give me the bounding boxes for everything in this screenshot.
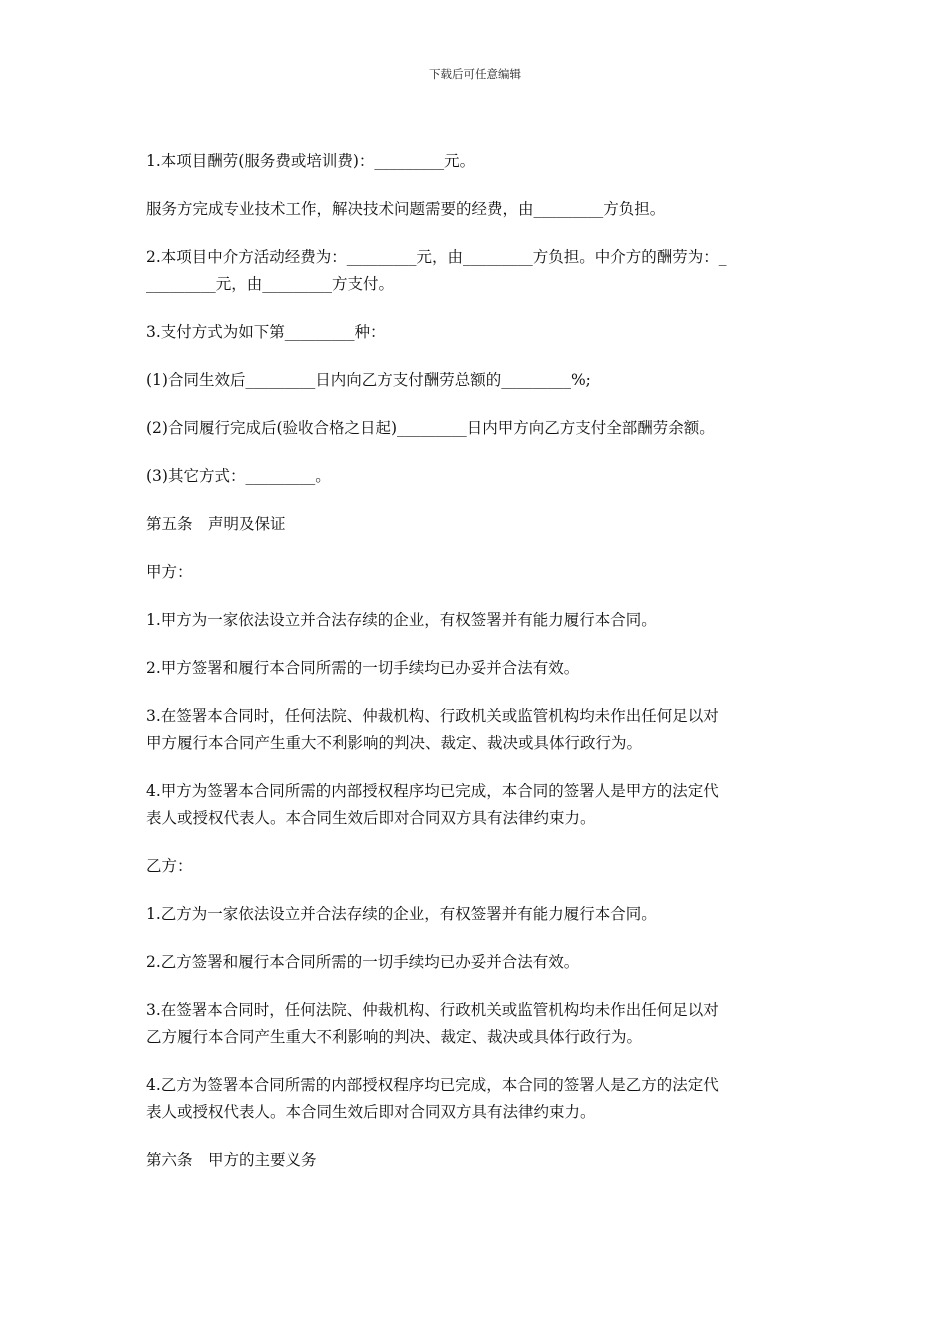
party-a-item-2: 2.甲方签署和履行本合同所需的一切手续均已办妥并合法有效。	[146, 659, 580, 677]
party-b-label: 乙方：	[146, 857, 193, 875]
party-b-item-1: 1.乙方为一家依法设立并合法存续的企业，有权签署并有能力履行本合同。	[146, 905, 657, 923]
party-a-item-1: 1.甲方为一家依法设立并合法存续的企业，有权签署并有能力履行本合同。	[146, 611, 657, 629]
clause-payment-method: 3.支付方式为如下第_________种：	[146, 323, 386, 341]
clause-intermediary-fee: 2.本项目中介方活动经费为：_________元，由_________方负担。中介方的酬劳为：_ _________元，由_________方支付。	[146, 248, 727, 293]
payment-option-3: (3)其它方式：_________。	[146, 467, 331, 485]
clause-fee: 1.本项目酬劳(服务费或培训费)：_________元。	[146, 152, 476, 170]
article-5-heading: 第五条 声明及保证	[146, 515, 286, 533]
clause-expense: 服务方完成专业技术工作，解决技术问题需要的经费，由_________方负担。	[146, 200, 666, 218]
party-a-item-3: 3.在签署本合同时，任何法院、仲裁机构、行政机关或监管机构均未作出任何足以对 甲方履行本合同产生重大不利影响的判决、裁定、裁决或具体行政行为。	[146, 707, 719, 752]
document-body	[146, 148, 806, 1195]
party-a-item-4: 4.甲方为签署本合同所需的内部授权程序均已完成，本合同的签署人是甲方的法定代 表人或授权代表人。本合同生效后即对合同双方具有法律约束力。	[146, 782, 719, 827]
party-a-label: 甲方：	[146, 563, 193, 581]
payment-option-2: (2)合同履行完成后(验收合格之日起)_________日内甲方向乙方支付全部酬劳余额。	[146, 419, 715, 437]
party-b-item-2: 2.乙方签署和履行本合同所需的一切手续均已办妥并合法有效。	[146, 953, 580, 971]
party-b-item-4: 4.乙方为签署本合同所需的内部授权程序均已完成，本合同的签署人是乙方的法定代 表人或授权代表人。本合同生效后即对合同双方具有法律约束力。	[146, 1076, 719, 1121]
page-header: 下载后可任意编辑	[429, 67, 521, 81]
article-6-heading: 第六条 甲方的主要义务	[146, 1151, 317, 1169]
payment-option-1: (1)合同生效后_________日内向乙方支付酬劳总额的_________%;	[146, 371, 591, 389]
party-b-item-3: 3.在签署本合同时，任何法院、仲裁机构、行政机关或监管机构均未作出任何足以对 乙方履行本合同产生重大不利影响的判决、裁定、裁决或具体行政行为。	[146, 1001, 719, 1046]
